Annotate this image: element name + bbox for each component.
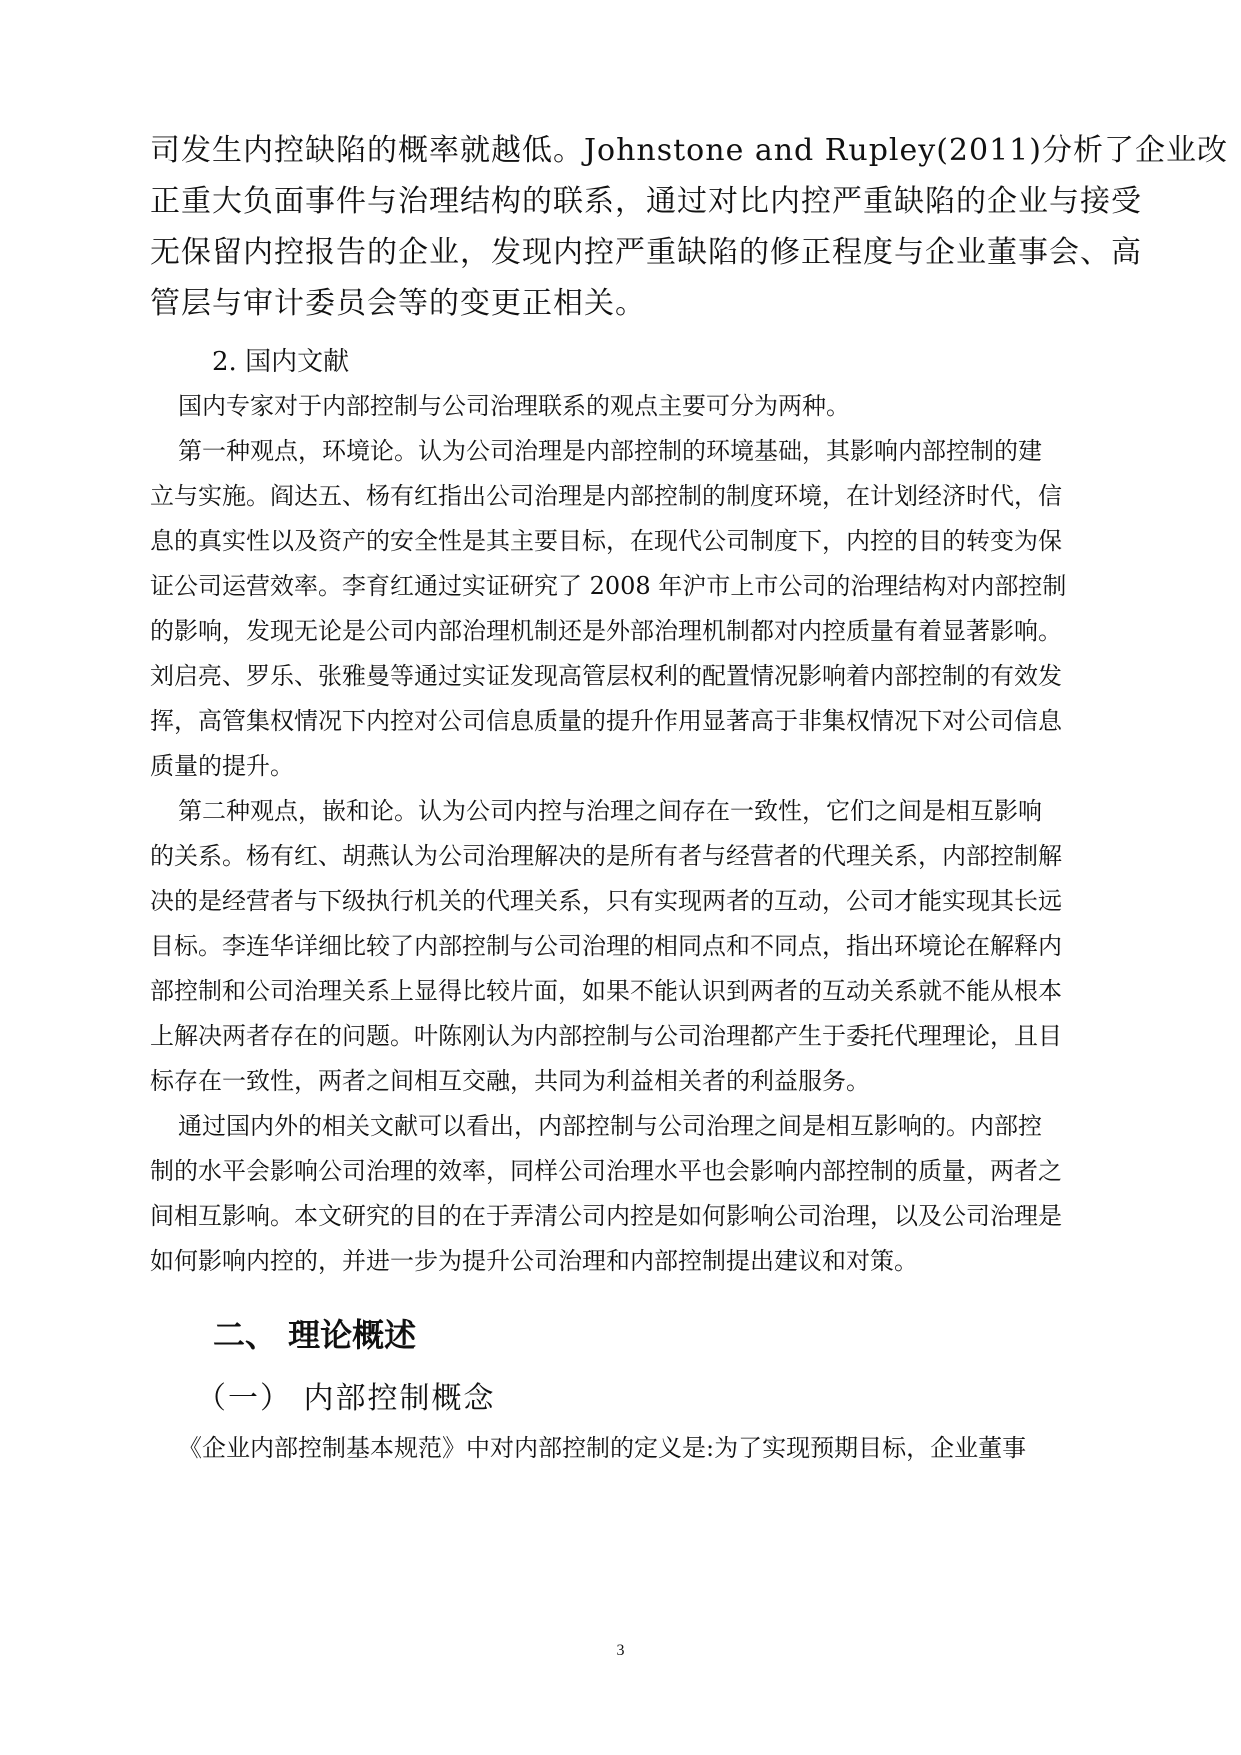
paragraph-line: 管层与审计委员会等的变更正相关。 [150,286,646,321]
paragraph-line: 标存在一致性，两者之间相互交融，共同为利益相关者的利益服务。 [150,1067,870,1095]
paragraph-line: 立与实施。阎达五、杨有红指出公司治理是内部控制的制度环境，在计划经济时代，信 [150,482,1062,510]
paragraph-line: 刘启亮、罗乐、张雅曼等通过实证发现高管层权利的配置情况影响着内部控制的有效发 [150,662,1062,690]
paragraph-line: 正重大负面事件与治理结构的联系，通过对比内控严重缺陷的企业与接受 [150,184,1142,219]
paragraph-line: 如何影响内控的，并进一步为提升公司治理和内部控制提出建议和对策。 [150,1247,918,1275]
paragraph-line: 司发生内控缺陷的概率就越低。Johnstone and Rupley(2011)分析了企业改 [150,133,1228,168]
paragraph-line: 间相互影响。本文研究的目的在于弄清公司内控是如何影响公司治理，以及公司治理是 [150,1202,1062,1230]
paragraph-line: 质量的提升。 [150,752,294,780]
section-subheading: 2. 国内文献 [212,347,350,377]
paragraph-line: 目标。李连华详细比较了内部控制与公司治理的相同点和不同点，指出环境论在解释内 [150,932,1062,960]
paragraph-line: 证公司运营效率。李育红通过实证研究了 2008 年沪市上市公司的治理结构对内部控制 [150,572,1067,600]
paragraph-line: 通过国内外的相关文献可以看出，内部控制与公司治理之间是相互影响的。内部控 [178,1112,1042,1140]
chapter-heading: 二、 理论概述 [213,1316,417,1354]
paragraph-line: 部控制和公司治理关系上显得比较片面，如果不能认识到两者的互动关系就不能从根本 [150,977,1062,1005]
page-number: 3 [616,1642,625,1659]
paragraph-line: 第二种观点，嵌和论。认为公司内控与治理之间存在一致性，它们之间是相互影响 [178,797,1042,825]
paragraph-line: 制的水平会影响公司治理的效率，同样公司治理水平也会影响内部控制的质量，两者之 [150,1157,1062,1185]
paragraph-line: 的影响，发现无论是公司内部治理机制还是外部治理机制都对内控质量有着显著影响。 [150,617,1062,645]
paragraph-line: 第一种观点，环境论。认为公司治理是内部控制的环境基础，其影响内部控制的建 [178,437,1042,465]
paragraph-line: 息的真实性以及资产的安全性是其主要目标，在现代公司制度下，内控的目的转变为保 [150,527,1062,555]
paragraph-line: 无保留内控报告的企业，发现内控严重缺陷的修正程度与企业董事会、高 [150,235,1142,270]
paragraph-line: 的关系。杨有红、胡燕认为公司治理解决的是所有者与经营者的代理关系，内部控制解 [150,842,1062,870]
section-heading: （一） 内部控制概念 [196,1381,496,1416]
paragraph-line: 国内专家对于内部控制与公司治理联系的观点主要可分为两种。 [178,392,850,420]
paragraph-line: 挥，高管集权情况下内控对公司信息质量的提升作用显著高于非集权情况下对公司信息 [150,707,1062,735]
paragraph-line: 《企业内部控制基本规范》中对内部控制的定义是:为了实现预期目标，企业董事 [178,1434,1027,1462]
paragraph-line: 决的是经营者与下级执行机关的代理关系，只有实现两者的互动，公司才能实现其长远 [150,887,1062,915]
paragraph-line: 上解决两者存在的问题。叶陈刚认为内部控制与公司治理都产生于委托代理理论，且目 [150,1022,1062,1050]
